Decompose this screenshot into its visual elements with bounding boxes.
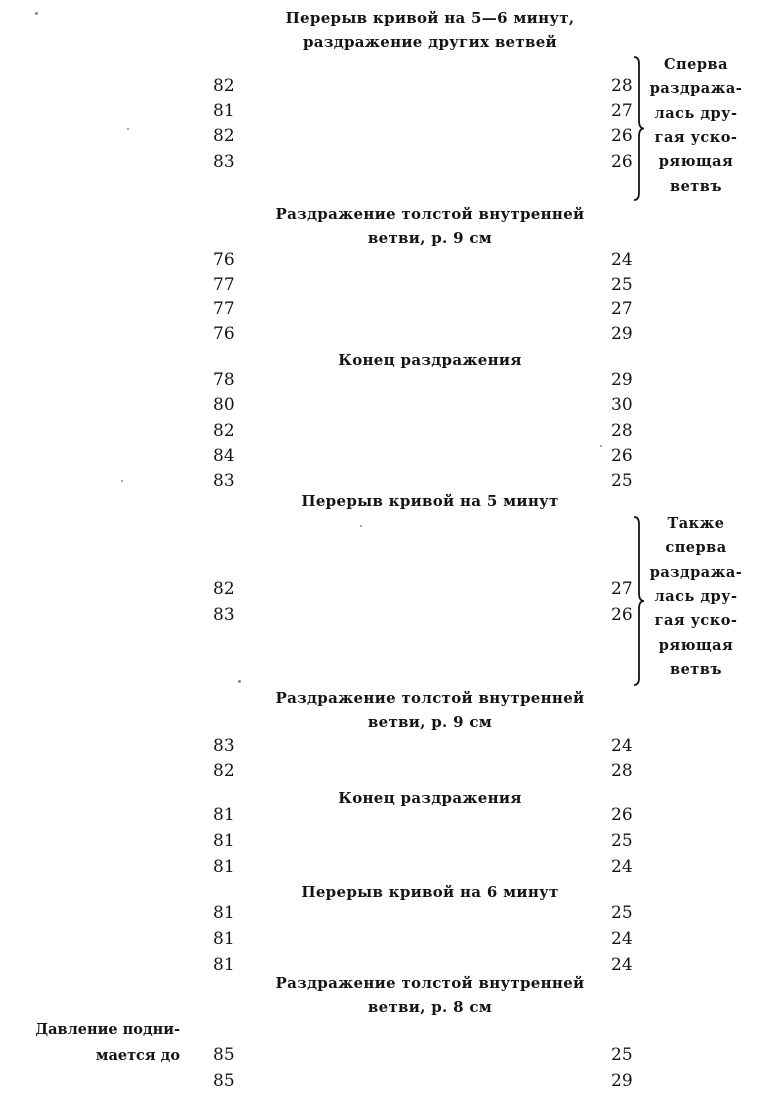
- right-value: 29: [611, 324, 633, 344]
- scan-speck: [360, 525, 362, 527]
- section-heading: Перерыв кривой на 6 минут: [301, 883, 559, 901]
- left-value: 82: [213, 761, 235, 781]
- right-value: 24: [611, 929, 633, 949]
- section-heading: Конец раздражения: [338, 789, 522, 807]
- right-value: 26: [611, 605, 633, 625]
- left-value: 82: [213, 421, 235, 441]
- right-value: 27: [611, 299, 633, 319]
- margin-note-line: лась дру-: [654, 104, 738, 122]
- section-heading: Конец раздражения: [338, 351, 522, 369]
- scan-speck: [127, 128, 129, 130]
- right-value: 29: [611, 370, 633, 390]
- right-value: 28: [611, 761, 633, 781]
- margin-note-line: ряющая: [658, 636, 734, 654]
- right-value: 27: [611, 101, 633, 121]
- right-value: 26: [611, 126, 633, 146]
- left-value: 85: [213, 1045, 235, 1065]
- right-value: 27: [611, 579, 633, 599]
- section-heading: ветви, р. 9 см: [367, 229, 493, 247]
- section-heading: Раздражение толстой внутренней: [275, 974, 585, 992]
- left-value: 77: [213, 275, 235, 295]
- margin-note-line: Сперва: [664, 56, 728, 73]
- section-heading: Перерыв кривой на 5 минут: [301, 492, 559, 510]
- right-value: 24: [611, 857, 633, 877]
- left-value: 83: [213, 471, 235, 491]
- left-value: 81: [213, 857, 235, 877]
- right-value: 26: [611, 805, 633, 825]
- left-value: 78: [213, 370, 235, 390]
- side-note-line: мается до: [95, 1047, 180, 1064]
- margin-note-line: гая уско-: [654, 612, 738, 630]
- left-value: 82: [213, 76, 235, 96]
- margin-note-line: Также: [667, 515, 725, 532]
- margin-note-line: ветвъ: [670, 660, 722, 678]
- left-value: 81: [213, 929, 235, 949]
- left-value: 83: [213, 605, 235, 625]
- scan-speck: [35, 12, 38, 15]
- right-value: 25: [611, 903, 633, 923]
- scan-speck: [238, 680, 241, 683]
- left-value: 81: [213, 955, 235, 975]
- left-value: 81: [213, 101, 235, 121]
- left-value: 82: [213, 579, 235, 599]
- right-value: 30: [611, 395, 633, 415]
- right-value: 25: [611, 831, 633, 851]
- right-value: 28: [611, 421, 633, 441]
- right-value: 25: [611, 275, 633, 295]
- left-value: 80: [213, 395, 235, 415]
- section-heading: раздражение других ветвей: [303, 33, 557, 51]
- right-value: 25: [611, 471, 633, 491]
- side-note-line: Давление подни-: [35, 1021, 180, 1038]
- left-value: 76: [213, 324, 235, 344]
- scan-speck: [600, 445, 602, 447]
- section-heading: Перерыв кривой на 5—6 минут,: [285, 9, 575, 27]
- margin-note-line: лась дру-: [654, 587, 738, 605]
- right-value: 29: [611, 1071, 633, 1091]
- right-value: 24: [611, 250, 633, 270]
- right-value: 25: [611, 1045, 633, 1065]
- left-value: 82: [213, 126, 235, 146]
- left-value: 81: [213, 831, 235, 851]
- section-heading: Раздражение толстой внутренней: [275, 689, 585, 707]
- margin-note-line: раздража-: [649, 80, 743, 98]
- right-value: 26: [611, 152, 633, 172]
- margin-note-line: раздража-: [649, 563, 743, 581]
- left-value: 83: [213, 152, 235, 172]
- section-heading: Раздражение толстой внутренней: [275, 205, 585, 223]
- left-value: 81: [213, 805, 235, 825]
- margin-note-line: ряющая: [658, 153, 734, 171]
- right-value: 28: [611, 76, 633, 96]
- right-value: 24: [611, 736, 633, 756]
- right-value: 24: [611, 955, 633, 975]
- margin-note-line: ветвъ: [670, 177, 722, 195]
- right-value: 26: [611, 446, 633, 466]
- margin-note-line: сперва: [665, 539, 727, 557]
- left-value: 83: [213, 736, 235, 756]
- margin-note-line: гая уско-: [654, 128, 738, 146]
- left-value: 76: [213, 250, 235, 270]
- left-value: 85: [213, 1071, 235, 1091]
- section-heading: ветви, р. 9 см: [367, 713, 493, 731]
- left-value: 81: [213, 903, 235, 923]
- section-heading: ветви, р. 8 см: [367, 998, 493, 1016]
- left-value: 77: [213, 299, 235, 319]
- scan-speck: [121, 480, 123, 482]
- left-value: 84: [213, 446, 235, 466]
